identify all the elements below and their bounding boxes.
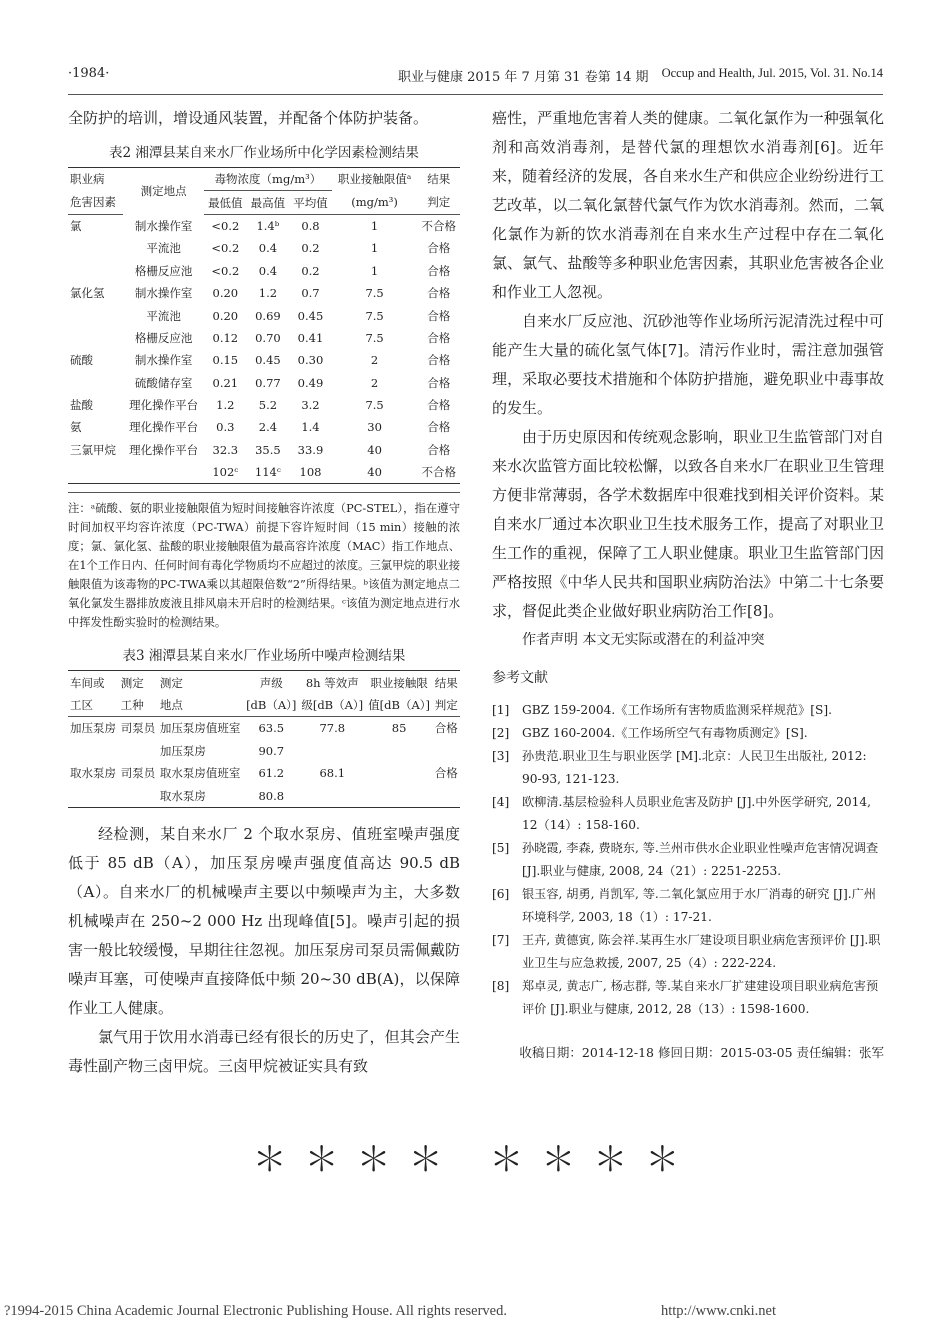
table-cell: 取水泵房 — [158, 784, 244, 807]
table3 — [68, 670, 460, 807]
table-cell: 理化操作平台 — [129, 420, 199, 435]
table-cell: 33.9 — [297, 442, 324, 457]
reference-text: 银玉容, 胡勇, 肖凯军, 等.二氧化氯应用于水厂消毒的研究 [J].广州环境科学, 2003, 18（1）: 17-21. — [522, 887, 876, 924]
paragraph-chlorine: 氯气用于饮用水消毒已经有很长的历史了，但其会产生毒性副产物三卤甲烷。三卤甲烷被证实具有致 — [68, 1027, 460, 1075]
table-cell: 格栅反应池 — [134, 330, 193, 345]
table-cell: 80.8 — [244, 784, 299, 807]
section-separator: ＊＊＊＊ ＊＊＊＊ — [252, 1140, 698, 1180]
table-cell — [123, 461, 204, 484]
table-cell — [433, 740, 460, 762]
table-row — [68, 214, 460, 237]
reference-item — [492, 745, 884, 791]
table-row — [68, 237, 460, 259]
references-list — [492, 699, 884, 1021]
table-cell: 7.5 — [365, 398, 384, 413]
table-cell: 40 — [367, 442, 382, 457]
table-cell: 合格 — [427, 442, 451, 457]
table-cell: 合格 — [434, 766, 458, 781]
table-cell: 平流池 — [146, 241, 181, 256]
table-cell: 合格 — [427, 241, 451, 256]
table-cell: 合格 — [427, 420, 451, 435]
table-cell: 合格 — [427, 330, 451, 345]
table-cell: 合格 — [427, 286, 451, 301]
right-column — [492, 104, 884, 1061]
table-cell — [366, 740, 433, 762]
table-cell: 0.2 — [301, 241, 320, 256]
reference-item — [492, 722, 884, 745]
table-cell: 0.77 — [255, 375, 281, 390]
table-cell: <0.2 — [211, 263, 240, 278]
table-cell: 盐酸 — [70, 398, 93, 413]
table2-header: 毒物浓度（mg/m³） — [204, 168, 332, 191]
table-row — [68, 461, 460, 484]
table2-header: 职业接触限值ᵃ — [332, 168, 418, 191]
table-cell: 合格 — [427, 308, 451, 323]
received-dates: 收稿日期：2014-12-18 修回日期：2015-03-05 责任编辑：张军 — [519, 1045, 884, 1060]
table-cell: 不合格 — [421, 218, 456, 233]
reference-number: [2] — [492, 726, 510, 740]
table3-header: 测定 — [158, 671, 244, 694]
table-row — [68, 372, 460, 394]
header-rule — [68, 94, 883, 95]
reference-number: [3] — [492, 749, 510, 763]
table-row — [68, 394, 460, 416]
table2-caption: 表2 湘潭县某自来水厂作业场所中化学因素检测结果 — [109, 145, 419, 161]
table-cell: 合格 — [434, 721, 458, 736]
table2-header: 结果 — [417, 168, 460, 191]
table-cell: 7.5 — [365, 330, 384, 345]
table-cell: 2.4 — [258, 420, 278, 435]
table-cell: 102ᶜ — [204, 461, 247, 484]
journal-title-en: Occup and Health, Jul. 2015, Vol. 31. No.14 — [661, 66, 883, 80]
table2-header: 最高值 — [247, 191, 290, 214]
table-cell: 格栅反应池 — [134, 263, 193, 278]
table2-header: 平均值 — [289, 191, 332, 214]
table-cell: 0.20 — [212, 286, 239, 301]
reference-item — [492, 791, 884, 837]
table-cell — [68, 784, 119, 807]
table3-header: 判定 — [433, 694, 460, 717]
reference-item — [492, 699, 884, 722]
table-cell: 7.5 — [365, 286, 384, 301]
left-column — [68, 104, 460, 1081]
table-cell — [119, 740, 158, 762]
table-cell — [68, 260, 123, 282]
table2-header: 判定 — [417, 191, 460, 214]
cnki-url: http://www.cnki.net — [660, 1303, 776, 1319]
table-cell: 不合格 — [417, 461, 460, 484]
table-row — [68, 717, 460, 740]
table-cell: 0.30 — [297, 353, 324, 368]
copyright-text: ?1994-2015 China Academic Journal Electronic Publishing House. All rights reserved. — [4, 1303, 507, 1319]
table-cell: 氨 — [70, 420, 82, 435]
reference-text: GBZ 160-2004.《工作场所空气有毒物质测定》[S]. — [522, 726, 808, 740]
paragraph-chlorine-dioxide: 癌性，严重地危害着人类的健康。二氧化氯作为一种强氧化剂和高效消毒剂，是替代氯的理想饮水消毒剂[6]。近年来，随着经济的发展，各自来水生产和供应企业纷纷进行工艺改革，以二氧化氯替代氯气作为饮水消毒剂。然而，二氧化氯作为新的饮水消毒剂在自来水生产过程中存在二氧化氯、氯气、盐酸等多种职业危害因素，其职业危害被各企业和作业工人忽视。 — [492, 109, 884, 301]
table3-header: 8h 等效声 — [299, 671, 366, 694]
table-cell: 加压泵房 — [159, 743, 206, 758]
table-cell: 108 — [289, 461, 332, 484]
table-cell: 制水操作室 — [134, 286, 193, 301]
table-cell: 0.7 — [301, 286, 320, 301]
table3-header: 声级 — [244, 671, 299, 694]
references-title: 参考文献 — [492, 670, 548, 686]
table-cell: 取水泵房 — [70, 766, 116, 781]
reference-number: [4] — [492, 795, 510, 809]
table-cell — [68, 327, 123, 349]
table-cell: 加压泵房 — [70, 721, 116, 736]
table-cell: 32.3 — [212, 442, 239, 457]
table3-header: 结果 — [433, 671, 460, 694]
table-row — [68, 416, 460, 438]
table-cell: 司泵员 — [120, 721, 156, 736]
reference-text: 郑卓灵, 黄志广, 杨志群, 等.某自来水厂扩建建设项目职业病危害预评价 [J].职业与健康, 2012, 28（13）: 1598-1600. — [522, 979, 879, 1016]
table-cell: 氯 — [70, 218, 82, 233]
table-cell: 硫酸 — [70, 353, 93, 368]
table-cell: 2 — [370, 353, 379, 368]
table-cell: 0.49 — [297, 375, 324, 390]
table-cell: 40 — [332, 461, 418, 484]
table-cell: 1.4 — [301, 420, 320, 435]
paragraph-regulation: 由于历史原因和传统观念影响，职业卫生监管部门对自来水次监管方面比较松懈，以致各自来水厂在职业卫生管理方便非常薄弱，各学术数据库中很难找到相关评价资料。某自来水厂通过本次职业卫生技术服务工作，提高了对职业卫生工作的重视，保障了工人职业健康。职业卫生监管部门因严格按照《中华人民共和国职业病防治法》中第二十七条要求，督促此类企业做好职业病防治工作[8]。 — [492, 428, 884, 620]
table-cell: 2 — [370, 375, 379, 390]
table-row — [68, 282, 460, 304]
table-cell — [299, 740, 366, 762]
table-cell: <0.2 — [211, 241, 240, 256]
table-cell: <0.2 — [211, 218, 240, 233]
table-cell: 硫酸储存室 — [134, 375, 193, 390]
table-cell — [68, 372, 123, 394]
table-cell: 0.21 — [212, 375, 239, 390]
table-cell: 取水泵房值班室 — [159, 766, 241, 781]
table-cell: 1.4ᵇ — [256, 218, 280, 233]
reference-number: [8] — [492, 979, 510, 993]
table3-header: 值[dB（A）] — [366, 694, 433, 717]
table3-header: 测定 — [119, 671, 158, 694]
reference-number: [5] — [492, 841, 510, 855]
table2-header: 最低值 — [204, 191, 247, 214]
table-cell: 0.20 — [212, 308, 239, 323]
reference-item — [492, 975, 884, 1021]
table-cell: 35.5 — [255, 442, 281, 457]
table-cell: 0.4 — [258, 241, 278, 256]
table-row — [68, 327, 460, 349]
paragraph-hydrogen-sulfide: 自来水厂反应池、沉砂池等作业场所污泥清洗过程中可能产生大量的硫化氢气体[7]。清污作业时，需注意加强管理，采取必要技术措施和个体防护措施，避免职业中毒事故的发生。 — [492, 312, 884, 417]
table-cell: 68.1 — [319, 766, 346, 781]
table-cell: 司泵员 — [120, 766, 156, 781]
table-cell — [366, 784, 433, 807]
table-cell — [299, 784, 366, 807]
table-cell — [119, 784, 158, 807]
reference-number: [6] — [492, 887, 510, 901]
journal-title-cn: 职业与健康 2015 年 7 月第 31 卷第 14 期 — [398, 70, 649, 85]
table-cell: 1 — [370, 263, 379, 278]
table3-header: 职业接触限 — [366, 671, 433, 694]
paragraph-top: 全防护的培训，增设通风装置，并配备个体防护装备。 — [68, 109, 429, 127]
table-row — [68, 260, 460, 282]
table-cell: 1 — [370, 241, 379, 256]
reference-number: [1] — [492, 703, 510, 717]
table3-header: 地点 — [158, 694, 244, 717]
table-cell: 合格 — [427, 398, 451, 413]
table-cell: 合格 — [427, 375, 451, 390]
table-cell: 0.2 — [301, 263, 320, 278]
table-cell — [68, 740, 119, 762]
table-cell: 77.8 — [319, 721, 346, 736]
table-cell: 理化操作平台 — [129, 398, 199, 413]
reference-text: 孙贵范.职业卫生与职业医学 [M].北京：人民卫生出版社, 2012: 90-93, 121-123. — [522, 749, 867, 786]
table-cell: 1.2 — [258, 286, 278, 301]
table-cell: 氯化氢 — [70, 286, 105, 301]
reference-text: 孙晓霞, 李森, 费晓东, 等.兰州市供水企业职业性噪声危害情况调查 [J].职业与健康, 2008, 24（21）: 2251-2253. — [522, 841, 879, 878]
table-cell: 0.15 — [212, 353, 239, 368]
table2 — [68, 167, 460, 484]
table-cell: 制水操作室 — [134, 218, 193, 233]
table-cell: 90.7 — [258, 743, 285, 758]
table2-header: 测定地点 — [123, 168, 204, 215]
reference-text: 欧柳清.基层检验科人员职业危害及防护 [J].中外医学研究, 2014, 12（14）: 158-160. — [522, 795, 871, 832]
page-number: ·1984· — [68, 66, 110, 81]
table-cell: 30 — [367, 420, 382, 435]
table-cell — [68, 461, 123, 484]
table-cell: 平流池 — [146, 308, 181, 323]
paragraph-noise: 经检测，某自来水厂 2 个取水泵房、值班室噪声强度低于 85 dB（A），加压泵房噪声强度值高达 90.5 dB（A）。自来水厂的机械噪声主要以中频噪声为主，大多数机械噪声在 250~2 000 Hz 出现峰值[5]。噪声引起的损害一般比较缓慢，早期往往忽视。加压泵房司泵员需佩戴防噪声耳塞，可使噪声直接降低中频 20~30 dB(A)，以保障作业工人健康。 — [68, 824, 460, 1017]
table-row — [68, 762, 460, 784]
table-cell: 85 — [391, 721, 407, 736]
table-cell — [68, 304, 123, 326]
table-cell: 114ᶜ — [247, 461, 290, 484]
table2-header: 职业病 — [68, 168, 123, 191]
table3-header: 车间或 — [68, 671, 119, 694]
running-header — [68, 66, 883, 88]
table2-note: 注：ᵃ硫酸、氨的职业接触限值为短时间接触容许浓度（PC-STEL），指在遵守时间加权平均容许浓度（PC-TWA）前提下容许短时间（15 min）接触的浓度；氯、氯化氢、盐酸的职业接触限值为最高容许浓度（MAC）指工作地点、在1个工作日内、任何时间有毒化学物质均不应超过的浓度。三氯甲烷的职业接触限值为该毒物的PC-TWA乘以其超限倍数“2”所得结果。ᵇ该值为测定地点二氧化氯发生器排放废液且排风扇未开启时的检测结果。ᶜ该值为测定地点进行水中挥发性酚实验时的检测结果。 — [68, 492, 460, 632]
table-cell: 制水操作室 — [134, 353, 193, 368]
table-cell: 3.2 — [301, 398, 320, 413]
table3-caption: 表3 湘潭县某自来水厂作业场所中噪声检测结果 — [122, 648, 406, 665]
table-cell: 0.12 — [212, 330, 239, 345]
reference-item — [492, 883, 884, 929]
author-statement: 作者声明 本文无实际或潜在的利益冲突 — [522, 632, 765, 648]
table-cell — [68, 237, 123, 259]
table-cell: 1.2 — [216, 398, 235, 413]
table3-header: 级[dB（A）] — [299, 694, 366, 717]
table-row — [68, 304, 460, 326]
reference-item — [492, 929, 884, 975]
table-cell: 理化操作平台 — [129, 442, 199, 457]
table-cell: 1 — [370, 218, 379, 233]
table-cell: 0.8 — [301, 218, 320, 233]
table-cell: 7.5 — [365, 308, 384, 323]
table2-header: 危害因素 — [68, 191, 123, 214]
table-cell: 63.5 — [258, 721, 285, 736]
table-cell: 0.70 — [255, 330, 281, 345]
table-row — [68, 349, 460, 371]
table-cell: 0.69 — [255, 308, 281, 323]
reference-number: [7] — [492, 933, 510, 947]
table-row — [68, 439, 460, 461]
table-cell: 61.2 — [258, 766, 285, 781]
table-cell: 0.3 — [216, 420, 235, 435]
table-cell — [433, 784, 460, 807]
table-cell: 0.45 — [297, 308, 324, 323]
reference-item — [492, 837, 884, 883]
table-cell: 0.41 — [297, 330, 324, 345]
table2-header: (mg/m³) — [332, 191, 418, 214]
table-cell — [366, 762, 433, 784]
table-cell: 三氯甲烷 — [70, 442, 116, 457]
table-cell: 合格 — [427, 353, 451, 368]
reference-text: 王卉, 黄德寅, 陈会祥.某再生水厂建设项目职业病危害预评价 [J].职业卫生与应急救援, 2007, 25（4）: 222-224. — [522, 933, 881, 970]
table-cell: 0.4 — [258, 263, 278, 278]
table-cell: 合格 — [427, 263, 451, 278]
table3-header: 工区 — [68, 694, 119, 717]
reference-text: GBZ 159-2004.《工作场所有害物质监测采样规范》[S]. — [522, 703, 833, 717]
table3-header: [dB（A）] — [244, 694, 299, 717]
table-row — [68, 784, 460, 807]
table-cell: 0.45 — [255, 353, 281, 368]
table-cell: 加压泵房值班室 — [159, 721, 241, 736]
table-cell: 5.2 — [258, 398, 278, 413]
table3-header: 工种 — [119, 694, 158, 717]
table-row — [68, 740, 460, 762]
